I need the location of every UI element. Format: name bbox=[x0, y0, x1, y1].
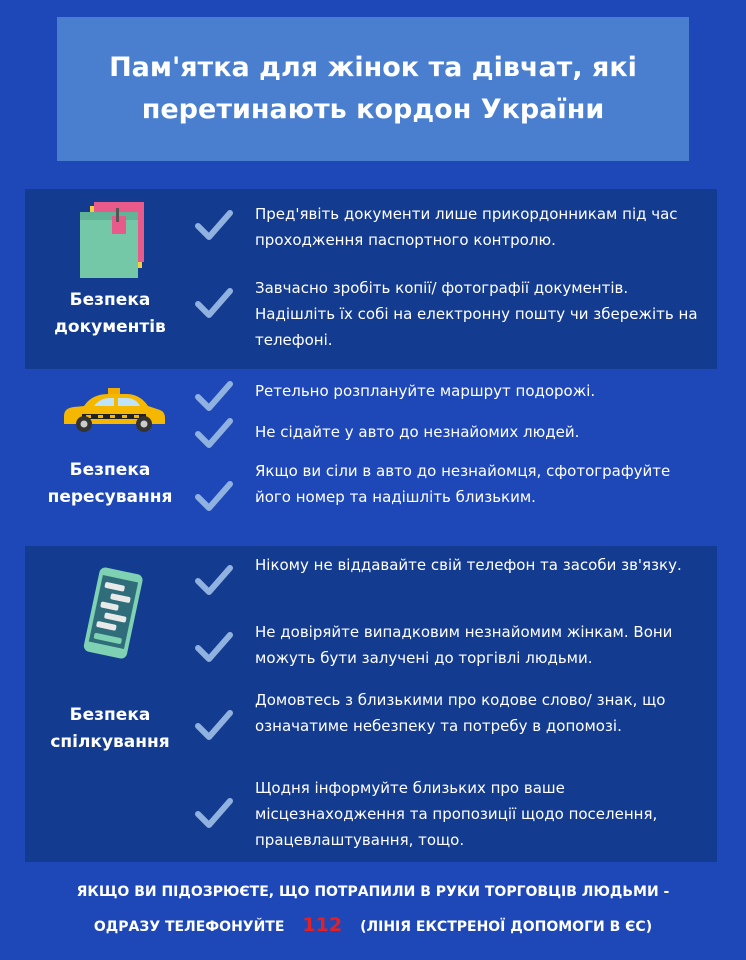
section-label-documents bbox=[25, 287, 195, 341]
item-text: Якщо ви сіли в авто до незнайомця, сфотографуйте його номер та надішліть близьким. bbox=[255, 462, 671, 506]
title-box bbox=[57, 17, 689, 161]
section-travel bbox=[25, 370, 717, 545]
checkmark-icon bbox=[195, 480, 233, 512]
checkmark-icon bbox=[195, 797, 233, 829]
footer-warning: ЯКЩО ВИ ПІДОЗРЮЄТЕ, ЩО ПОТРАПИЛИ В РУКИ ТОРГОВЦІВ ЛЮДЬМИ - bbox=[76, 884, 670, 900]
section-label-line: Безпека bbox=[69, 460, 151, 480]
documents-icon bbox=[78, 202, 148, 280]
item-text: Пред'явіть документи лише прикордонникам під час проходження паспортного контролю. bbox=[255, 205, 678, 249]
section-label-travel bbox=[25, 457, 195, 511]
item-text: Щодня інформуйте близьких про ваше місцезнаходження та пропозиції щодо поселення, працевлаштування, тощо. bbox=[255, 779, 658, 849]
item-text: Не сідайте у авто до незнайомих людей. bbox=[255, 423, 580, 441]
section-label-communication bbox=[25, 702, 195, 756]
section-label-line: Безпека bbox=[69, 705, 151, 725]
section-documents bbox=[25, 189, 717, 369]
item-text: Завчасно зробіть копії/ фотографії документів. Надішліть їх собі на електронну пошту чи збережіть на телефоні. bbox=[255, 279, 698, 349]
footer-call-prefix: ОДРАЗУ ТЕЛЕФОНУЙТЕ bbox=[93, 919, 285, 935]
taxi-icon bbox=[62, 388, 166, 434]
smartphone-chat-icon bbox=[77, 566, 149, 662]
checkmark-icon bbox=[195, 709, 233, 741]
item-text: Не довіряйте випадковим незнайомим жінкам. Вони можуть бути залучені до торгівлі людьми. bbox=[255, 623, 673, 667]
checkmark-icon bbox=[195, 380, 233, 412]
checkmark-icon bbox=[195, 631, 233, 663]
checkmark-icon bbox=[195, 287, 233, 319]
section-label-line: Безпека bbox=[69, 290, 151, 310]
section-label-line: документів bbox=[54, 317, 166, 337]
section-label-line: спілкування bbox=[50, 732, 170, 752]
checkmark-icon bbox=[195, 417, 233, 449]
checkmark-icon bbox=[195, 564, 233, 596]
checkmark-icon bbox=[195, 209, 233, 241]
section-label-line: пересування bbox=[47, 487, 173, 507]
section-communication bbox=[25, 546, 717, 862]
item-text: Нікому не віддавайте свій телефон та засоби зв'язку. bbox=[255, 556, 682, 574]
item-text: Домовтесь з близькими про кодове слово/ знак, що означатиме небезпеку та потребу в допомозі. bbox=[255, 691, 666, 735]
emergency-number: 112 bbox=[302, 914, 343, 936]
footer-call-suffix: (ЛІНІЯ ЕКСТРЕНОЇ ДОПОМОГИ В ЄС) bbox=[360, 919, 653, 935]
item-text: Ретельно розплануйте маршрут подорожі. bbox=[255, 382, 596, 400]
page-title: Пам'ятка для жінок та дівчат, які перетинають кордон України bbox=[109, 52, 637, 125]
footer-call bbox=[0, 914, 746, 936]
